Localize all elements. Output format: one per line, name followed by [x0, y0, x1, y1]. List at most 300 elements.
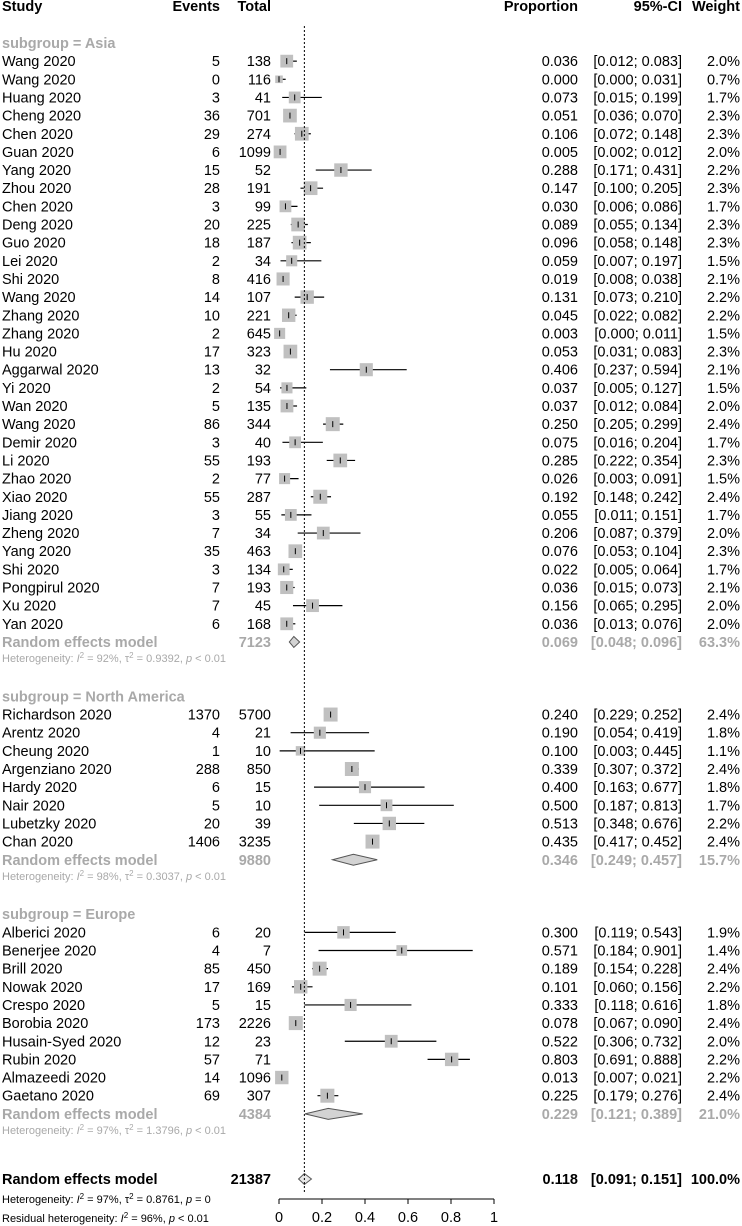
study-weight: 1.8%: [706, 780, 740, 797]
study-name: Yang 2020: [2, 163, 72, 180]
study-name: Demir 2020: [2, 435, 77, 452]
study-events: 15: [203, 163, 220, 180]
subgroup-label: subgroup = Asia: [2, 36, 116, 52]
study-events: 7: [211, 598, 220, 615]
study-name: Nair 2020: [2, 798, 65, 815]
study-weight: 2.1%: [706, 580, 740, 597]
study-name: Lubetzky 2020: [2, 816, 97, 833]
study-events: 1370: [187, 707, 220, 724]
study-proportion: 0.059: [541, 253, 578, 270]
study-proportion: 0.192: [541, 489, 578, 506]
study-ci: [0.187; 0.813]: [593, 798, 682, 815]
x-axis-tick-label: 0.4: [354, 1210, 376, 1226]
study-name: Shi 2020: [2, 271, 60, 288]
study-events: 6: [211, 780, 220, 797]
study-proportion: 0.030: [541, 199, 578, 216]
study-name: Xu 2020: [2, 598, 57, 615]
study-total: 191: [246, 181, 271, 198]
study-total: 645: [246, 326, 271, 343]
study-name: Borobia 2020: [2, 1016, 89, 1033]
study-weight: 2.4%: [706, 1088, 740, 1105]
x-axis-tick-label: 0.8: [440, 1210, 462, 1226]
study-total: 701: [246, 108, 271, 125]
study-name: Pongpirul 2020: [2, 580, 100, 597]
study-proportion: 0.300: [541, 925, 578, 942]
study-total: 39: [254, 816, 271, 833]
study-proportion: 0.522: [541, 1034, 578, 1051]
study-events: 10: [203, 308, 220, 325]
study-ci: [0.054; 0.419]: [593, 725, 682, 742]
study-total: 2226: [238, 1016, 271, 1033]
study-events: 55: [203, 453, 220, 470]
study-weight: 2.4%: [706, 489, 740, 506]
study-proportion: 0.131: [541, 290, 578, 307]
study-proportion: 0.206: [541, 526, 578, 543]
subgroup-summary-diamond: [305, 1108, 363, 1119]
study-events: 85: [203, 961, 220, 978]
study-total: 20: [254, 925, 271, 942]
study-proportion: 0.036: [541, 616, 578, 633]
study-events: 3: [211, 90, 220, 107]
study-proportion: 0.036: [541, 580, 578, 597]
study-name: Guan 2020: [2, 144, 74, 161]
x-axis-tick-label: 1: [489, 1210, 499, 1226]
study-ci: [0.007; 0.197]: [593, 253, 682, 270]
study-total: 307: [246, 1088, 271, 1105]
study-proportion: 0.000: [541, 72, 578, 89]
study-name: Yan 2020: [2, 616, 64, 633]
study-ci: [0.002; 0.012]: [593, 144, 682, 161]
subgroup-heterogeneity: Heterogeneity: $I^2 = 92\%$, $\tau^2 = 0.9392$, p < 0.01: [2, 650, 227, 666]
study-name: Nowak 2020: [2, 979, 83, 996]
subgroup-summary-label: Random effects model: [2, 1106, 158, 1123]
subgroup-summary-total: 9880: [238, 852, 271, 869]
study-events: 20: [203, 816, 220, 833]
study-name: Alberici 2020: [2, 925, 86, 942]
study-ci: [0.015; 0.199]: [593, 90, 682, 107]
study-weight: 1.5%: [706, 471, 740, 488]
study-name: Arentz 2020: [2, 725, 81, 742]
study-proportion: 0.075: [541, 435, 578, 452]
study-ci: [0.184; 0.901]: [593, 943, 682, 960]
study-events: 2: [211, 380, 220, 397]
study-weight: 1.8%: [706, 997, 740, 1014]
overall-summary-ci: [0.091; 0.151]: [590, 1172, 682, 1188]
study-weight: 2.0%: [706, 1034, 740, 1051]
study-ci: [0.306; 0.732]: [593, 1034, 682, 1051]
study-name: Deng 2020: [2, 217, 73, 234]
study-name: Wang 2020: [2, 54, 76, 71]
study-weight: 2.0%: [706, 616, 740, 633]
study-ci: [0.222; 0.354]: [593, 453, 682, 470]
study-weight: 1.4%: [706, 943, 740, 960]
study-total: 1099: [238, 144, 271, 161]
study-name: Brill 2020: [2, 961, 63, 978]
overall-summary-proportion: 0.118: [542, 1172, 578, 1188]
study-events: 2: [211, 253, 220, 270]
study-name: Cheung 2020: [2, 743, 90, 760]
study-proportion: 0.101: [541, 979, 578, 996]
subgroup-label: subgroup = North America: [2, 689, 185, 706]
overall-summary-label: Random effects model: [2, 1172, 158, 1188]
study-weight: 1.7%: [706, 798, 740, 815]
study-events: 3: [211, 507, 220, 524]
study-name: Chen 2020: [2, 126, 73, 143]
study-proportion: 0.513: [541, 816, 578, 833]
subgroup-summary-ci: [0.249; 0.457]: [590, 852, 682, 869]
study-ci: [0.053; 0.104]: [593, 544, 682, 561]
study-ci: [0.000; 0.011]: [594, 326, 682, 343]
study-events: 55: [203, 489, 220, 506]
study-weight: 0.7%: [706, 72, 740, 89]
study-events: 6: [211, 144, 220, 161]
x-axis-tick-label: 0: [274, 1210, 284, 1226]
study-total: 107: [246, 290, 271, 307]
study-ci: [0.006; 0.086]: [593, 199, 682, 216]
subgroup-heterogeneity: Heterogeneity: $I^2 = 98\%$, $\tau^2 = 0.3037$, p < 0.01: [2, 868, 227, 883]
study-events: 35: [203, 544, 220, 561]
study-name: Wang 2020: [2, 417, 76, 434]
study-total: 463: [246, 544, 271, 561]
study-name: Cheng 2020: [2, 108, 82, 125]
subgroup-summary-diamond: [289, 636, 299, 647]
study-total: 52: [254, 163, 271, 180]
study-name: Wang 2020: [2, 290, 76, 307]
study-events: 13: [203, 362, 220, 379]
study-proportion: 0.036: [541, 54, 578, 71]
subgroup-summary-total: 7123: [238, 634, 271, 651]
study-total: 1096: [238, 1070, 271, 1087]
study-ci: [0.073; 0.210]: [593, 290, 682, 307]
study-total: 10: [254, 743, 271, 760]
study-weight: 1.5%: [706, 253, 740, 270]
study-weight: 2.2%: [706, 979, 740, 996]
study-proportion: 0.026: [541, 471, 578, 488]
study-proportion: 0.045: [541, 308, 578, 325]
study-total: 54: [254, 380, 271, 397]
study-events: 7: [211, 526, 220, 543]
study-proportion: 0.005: [541, 144, 578, 161]
study-total: 323: [246, 344, 271, 361]
study-weight: 1.1%: [706, 743, 740, 760]
study-weight: 1.8%: [706, 725, 740, 742]
study-weight: 2.2%: [706, 1070, 740, 1087]
study-weight: 2.0%: [706, 598, 740, 615]
study-proportion: 0.019: [541, 271, 578, 288]
study-ci: [0.205; 0.299]: [593, 417, 682, 434]
study-ci: [0.118; 0.616]: [594, 997, 682, 1014]
study-name: Jiang 2020: [2, 507, 73, 524]
study-name: Guo 2020: [2, 235, 66, 252]
study-ci: [0.012; 0.083]: [593, 54, 682, 71]
study-total: 21: [254, 725, 271, 742]
study-total: 7: [262, 943, 271, 960]
study-ci: [0.008; 0.038]: [593, 271, 682, 288]
x-axis-tick-label: 0.6: [397, 1210, 419, 1226]
study-proportion: 0.106: [541, 126, 578, 143]
overall-summary-diamond: [299, 1174, 312, 1185]
study-ci: [0.348; 0.676]: [593, 816, 682, 833]
study-total: 134: [246, 562, 271, 579]
study-events: 18: [203, 235, 220, 252]
study-events: 69: [203, 1088, 220, 1105]
study-name: Chan 2020: [2, 834, 73, 851]
study-name: Wan 2020: [2, 399, 68, 415]
study-total: 99: [254, 199, 271, 216]
study-proportion: 0.339: [541, 762, 578, 778]
study-proportion: 0.037: [541, 380, 578, 397]
study-ci: [0.058; 0.148]: [593, 235, 682, 252]
header-total: Total: [237, 0, 271, 15]
study-weight: 2.2%: [706, 163, 740, 180]
subgroup-summary-label: Random effects model: [2, 852, 158, 869]
study-ci: [0.005; 0.127]: [593, 380, 682, 397]
study-events: 5: [211, 54, 220, 71]
study-name: Zhao 2020: [2, 471, 72, 488]
study-weight: 1.7%: [706, 435, 740, 452]
subgroup-heterogeneity: Heterogeneity: $I^2 = 97\%$, $\tau^2 = 1.3796$, p < 0.01: [2, 1122, 227, 1137]
study-weight: 2.3%: [706, 235, 740, 252]
study-events: 288: [195, 762, 220, 778]
overall-summary-total: 21387: [230, 1172, 271, 1188]
study-events: 5: [211, 399, 220, 415]
study-name: Gaetano 2020: [2, 1088, 94, 1105]
study-weight: 2.0%: [706, 144, 740, 161]
study-proportion: 0.096: [541, 235, 578, 252]
study-proportion: 0.147: [541, 181, 578, 198]
study-ci: [0.100; 0.205]: [593, 181, 682, 198]
study-total: 135: [246, 399, 271, 415]
study-events: 2: [211, 326, 220, 343]
study-weight: 2.1%: [706, 362, 740, 379]
study-total: 187: [246, 235, 271, 252]
study-weight: 2.4%: [706, 417, 740, 434]
residual-heterogeneity: Residual heterogeneity: $I^2 = 96\%$, p < 0.01: [2, 1210, 209, 1225]
study-name: Wang 2020: [2, 72, 76, 89]
study-name: Rubin 2020: [2, 1052, 77, 1069]
study-ci: [0.003; 0.445]: [593, 743, 682, 760]
study-total: 45: [254, 598, 271, 615]
study-name: Hu 2020: [2, 344, 57, 361]
study-ci: [0.060; 0.156]: [593, 979, 682, 996]
study-proportion: 0.189: [541, 961, 578, 978]
study-weight: 2.3%: [706, 217, 740, 234]
study-ci: [0.163; 0.677]: [593, 780, 682, 797]
study-events: 20: [203, 217, 220, 234]
study-weight: 2.1%: [706, 271, 740, 288]
study-proportion: 0.003: [541, 326, 578, 343]
study-weight: 2.4%: [706, 762, 740, 778]
study-events: 14: [203, 1070, 220, 1087]
study-weight: 2.3%: [706, 544, 740, 561]
study-events: 5: [211, 997, 220, 1014]
study-ci: [0.119; 0.543]: [594, 925, 682, 942]
header-events: Events: [172, 0, 220, 15]
study-events: 3: [211, 199, 220, 216]
study-name: Li 2020: [2, 453, 50, 470]
study-proportion: 0.022: [541, 562, 578, 579]
subgroup-summary-proportion: 0.069: [541, 634, 578, 651]
study-name: Husain-Syed 2020: [2, 1034, 122, 1051]
study-proportion: 0.190: [541, 725, 578, 742]
study-ci: [0.003; 0.091]: [593, 471, 682, 488]
study-name: Shi 2020: [2, 562, 60, 579]
study-events: 12: [203, 1034, 220, 1051]
header-ci: 95%-CI: [633, 0, 682, 15]
header-weight: Weight: [691, 0, 740, 15]
study-proportion: 0.333: [541, 997, 578, 1014]
study-name: Chen 2020: [2, 199, 73, 216]
study-total: 344: [246, 417, 271, 434]
study-total: 41: [254, 90, 271, 107]
study-proportion: 0.225: [541, 1088, 578, 1105]
study-proportion: 0.051: [541, 108, 578, 125]
study-name: Hardy 2020: [2, 780, 77, 797]
study-events: 29: [203, 126, 220, 143]
subgroup-summary-ci: [0.048; 0.096]: [590, 634, 682, 651]
study-weight: 2.0%: [706, 54, 740, 71]
subgroup-summary-label: Random effects model: [2, 634, 158, 651]
study-weight: 2.0%: [706, 399, 740, 415]
study-events: 3: [211, 435, 220, 452]
study-name: Xiao 2020: [2, 489, 68, 506]
study-total: 450: [246, 961, 271, 978]
study-ci: [0.237; 0.594]: [593, 362, 682, 379]
study-ci: [0.179; 0.276]: [593, 1088, 682, 1105]
study-ci: [0.016; 0.204]: [593, 435, 682, 452]
study-weight: 1.5%: [706, 326, 740, 343]
study-proportion: 0.037: [541, 399, 578, 415]
study-total: 168: [246, 616, 271, 633]
subgroup-summary-diamond: [333, 854, 378, 865]
study-total: 5700: [238, 707, 271, 724]
study-total: 138: [246, 54, 271, 71]
study-name: Almazeedi 2020: [2, 1070, 106, 1087]
study-ci: [0.065; 0.295]: [593, 598, 682, 615]
study-proportion: 0.013: [541, 1070, 578, 1087]
study-ci: [0.072; 0.148]: [593, 126, 682, 143]
study-name: Argenziano 2020: [2, 762, 112, 778]
study-name: Benerjee 2020: [2, 943, 97, 960]
overall-heterogeneity: Heterogeneity: $I^2 = 97\%$, $\tau^2 = 0.8761$, p = 0: [2, 1191, 211, 1206]
study-weight: 2.4%: [706, 834, 740, 851]
study-events: 57: [203, 1052, 220, 1069]
study-ci: [0.036; 0.070]: [593, 108, 682, 125]
study-events: 8: [211, 271, 220, 288]
study-proportion: 0.089: [541, 217, 578, 234]
study-events: 7: [211, 580, 220, 597]
study-total: 23: [254, 1034, 271, 1051]
study-total: 10: [254, 798, 271, 815]
study-events: 173: [195, 1016, 220, 1033]
study-total: 225: [246, 217, 271, 234]
study-events: 86: [203, 417, 220, 434]
subgroup-summary-weight: 15.7%: [698, 852, 740, 869]
subgroup-summary-ci: [0.121; 0.389]: [590, 1106, 682, 1123]
study-weight: 1.7%: [706, 562, 740, 579]
study-proportion: 0.400: [541, 780, 578, 797]
study-weight: 1.9%: [706, 925, 740, 942]
header-study: Study: [2, 0, 43, 15]
study-total: 287: [246, 489, 271, 506]
study-ci: [0.067; 0.090]: [593, 1016, 682, 1033]
study-ci: [0.031; 0.083]: [593, 344, 682, 361]
study-weight: 2.4%: [706, 707, 740, 724]
study-proportion: 0.250: [541, 417, 578, 434]
study-ci: [0.022; 0.082]: [593, 308, 682, 325]
study-ci: [0.307; 0.372]: [593, 762, 682, 778]
study-events: 17: [203, 344, 220, 361]
study-events: 17: [203, 979, 220, 996]
study-total: 15: [254, 780, 271, 797]
study-ci: [0.171; 0.431]: [593, 163, 682, 180]
study-ci: [0.148; 0.242]: [593, 489, 682, 506]
study-name: Zhang 2020: [2, 326, 80, 343]
study-ci: [0.005; 0.064]: [593, 562, 682, 579]
study-weight: 2.2%: [706, 816, 740, 833]
study-name: Zhang 2020: [2, 308, 80, 325]
study-weight: 2.4%: [706, 1016, 740, 1033]
study-total: 15: [254, 997, 271, 1014]
study-ci: [0.087; 0.379]: [593, 526, 682, 543]
study-ci: [0.013; 0.076]: [593, 616, 682, 633]
study-ci: [0.011; 0.151]: [594, 507, 682, 524]
overall-summary-weight: 100.0%: [690, 1172, 740, 1188]
study-weight: 1.7%: [706, 507, 740, 524]
subgroup-summary-weight: 63.3%: [698, 634, 740, 651]
study-weight: 2.2%: [706, 290, 740, 307]
study-total: 221: [246, 308, 271, 325]
study-events: 6: [211, 616, 220, 633]
study-events: 5: [211, 798, 220, 815]
study-total: 193: [246, 580, 271, 597]
study-total: 77: [254, 471, 271, 488]
study-name: Aggarwal 2020: [2, 362, 99, 379]
study-name: Zhou 2020: [2, 181, 72, 198]
study-ci: [0.000; 0.031]: [593, 72, 682, 89]
study-total: 71: [254, 1052, 271, 1069]
study-name: Richardson 2020: [2, 707, 112, 724]
study-proportion: 0.100: [541, 743, 578, 760]
study-name: Lei 2020: [2, 253, 58, 270]
study-weight: 2.3%: [706, 181, 740, 198]
study-proportion: 0.156: [541, 598, 578, 615]
study-weight: 2.2%: [706, 308, 740, 325]
subgroup-summary-proportion: 0.229: [541, 1106, 578, 1123]
study-total: 193: [246, 453, 271, 470]
study-proportion: 0.500: [541, 798, 578, 815]
study-name: Huang 2020: [2, 90, 82, 107]
study-weight: 2.3%: [706, 344, 740, 361]
study-ci: [0.015; 0.073]: [593, 580, 682, 597]
study-weight: 2.4%: [706, 961, 740, 978]
study-weight: 2.3%: [706, 108, 740, 125]
study-ci: [0.055; 0.134]: [593, 217, 682, 234]
study-proportion: 0.053: [541, 344, 578, 361]
study-total: 40: [254, 435, 271, 452]
subgroup-label: subgroup = Europe: [2, 907, 136, 924]
study-total: 34: [254, 253, 271, 270]
study-events: 28: [203, 181, 220, 198]
study-events: 2: [211, 471, 220, 488]
study-total: 416: [246, 271, 271, 288]
study-events: 36: [203, 108, 220, 125]
study-events: 3: [211, 562, 220, 579]
subgroup-summary-weight: 21.0%: [698, 1106, 740, 1123]
study-total: 32: [254, 362, 271, 379]
study-weight: 2.3%: [706, 453, 740, 470]
x-axis-tick-label: 0.2: [311, 1210, 333, 1226]
